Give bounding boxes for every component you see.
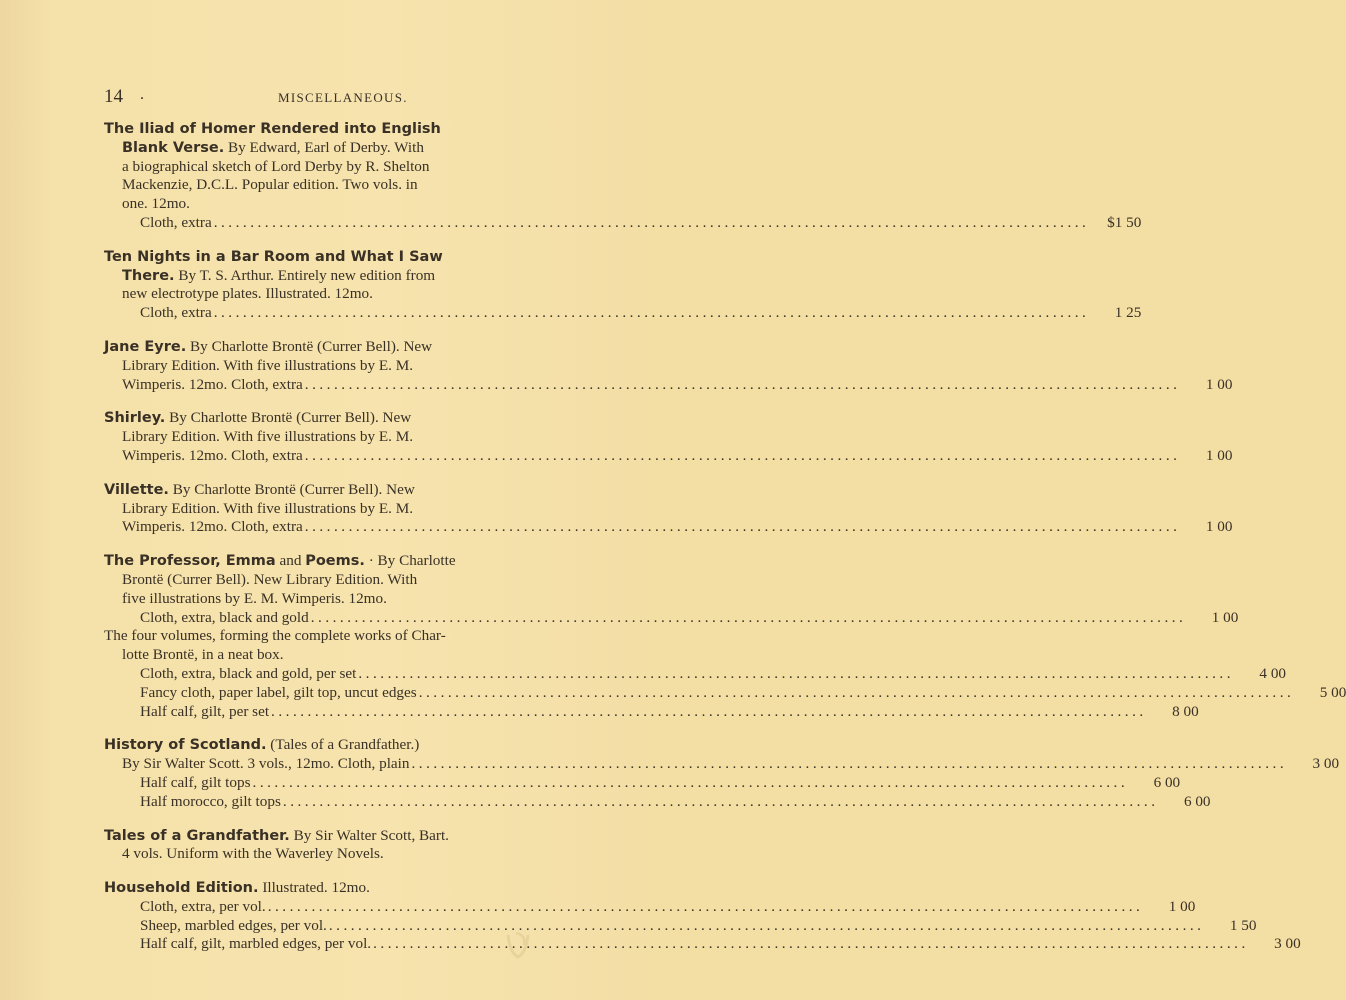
price-row xyxy=(104,446,1233,466)
price-row xyxy=(104,518,1233,537)
dot-leader: ........................................................................................................................ xyxy=(418,683,1295,701)
dot-leader: ........................................................................................................................ xyxy=(271,702,1147,720)
entry-line xyxy=(104,267,516,286)
entry-text: Mackenzie, D.C.L. Popular edition. Two vols. in xyxy=(122,176,418,194)
entry-line xyxy=(104,248,516,267)
binding-label: Half morocco, gilt tops xyxy=(140,792,281,810)
entry-line xyxy=(104,571,516,590)
entry-line xyxy=(104,428,516,447)
entry-text: The four volumes, forming the complete works of Char- xyxy=(104,627,446,645)
catalog-entries xyxy=(104,120,1346,969)
price: 1 00 xyxy=(1211,608,1239,626)
binding-label: Wimperis. 12mo. Cloth, extra xyxy=(122,446,303,464)
price: $1 50 xyxy=(1107,213,1142,231)
entry-text: five illustrations by E. M. Wimperis. 12mo. xyxy=(122,589,387,607)
entry-title: History of Scotland. xyxy=(104,737,267,754)
entry-title: Villette. xyxy=(104,481,169,498)
catalog-entry xyxy=(104,552,1346,721)
running-title: MISCELLANEOUS. xyxy=(278,90,408,105)
entry-text: one. 12mo. xyxy=(122,195,190,213)
entry-title: Poems. xyxy=(305,553,365,570)
entry-text: Brontë (Currer Bell). New Library Edition. With xyxy=(122,570,418,588)
entry-text: By Charlotte Brontë (Currer Bell). New xyxy=(168,480,415,498)
price: 1 25 xyxy=(1114,304,1142,322)
price-row xyxy=(104,702,1199,722)
entry-line xyxy=(104,552,516,571)
entry-title: Shirley. xyxy=(104,410,166,427)
entry-text: · By Charlotte xyxy=(364,552,456,570)
entry-line xyxy=(104,338,516,357)
dot-leader: ........................................................................................................................ xyxy=(213,304,1090,322)
binding-label: Sheep, marbled edges, per vol. xyxy=(140,916,327,934)
price-row xyxy=(104,213,1142,233)
price: 8 00 xyxy=(1172,702,1199,720)
dot-leader: ........................................................................................................................ xyxy=(304,518,1181,536)
catalog-entry xyxy=(104,480,1233,537)
entry-text: Library Edition. With five illustrations by E. M. xyxy=(122,499,414,517)
dot-leader: ........................................................................................................................ xyxy=(373,935,1249,953)
dot-leader: ........................................................................................................................ xyxy=(310,608,1187,626)
entry-line xyxy=(104,357,516,376)
entry-line xyxy=(104,158,516,177)
entry-text: 4 vols. Uniform with the Waverley Novels. xyxy=(122,845,384,863)
price: 1 00 xyxy=(1168,897,1196,915)
entry-line xyxy=(104,590,516,609)
price-row xyxy=(104,608,1239,628)
binding-label: Cloth, extra xyxy=(140,304,212,322)
entry-title: Blank Verse. xyxy=(122,139,225,156)
entry-title: The Professor, Emma xyxy=(104,553,276,570)
dot-leader: ........................................................................................................................ xyxy=(267,897,1144,915)
price: 1 00 xyxy=(1205,518,1233,536)
entry-title: Tales of a Grandfather. xyxy=(104,827,290,844)
entry-line xyxy=(104,481,516,500)
dot-leader: ........................................................................................................................ xyxy=(304,446,1181,464)
catalog-entry xyxy=(104,409,1233,465)
entry-text: Library Edition. With five illustrations by E. M. xyxy=(122,428,414,446)
price: 1 00 xyxy=(1205,375,1233,393)
entry-text: By Charlotte Brontë (Currer Bell). New xyxy=(165,409,412,427)
entry-line xyxy=(104,285,516,304)
binding-label: Cloth, extra xyxy=(140,213,212,231)
binding-label: Cloth, extra, black and gold, per set xyxy=(140,664,357,682)
binding-label: Half calf, gilt, marbled edges, per vol. xyxy=(140,935,372,953)
price-row xyxy=(104,897,1196,917)
price: 1 50 xyxy=(1229,916,1257,934)
price-row xyxy=(104,935,1301,954)
binding-label: Wimperis. 12mo. Cloth, extra xyxy=(122,518,303,536)
price-row xyxy=(104,916,1257,936)
entry-text: Illustrated. 12mo. xyxy=(258,879,370,897)
entry-text: By Sir Walter Scott, Bart. xyxy=(289,826,449,844)
price-row xyxy=(104,664,1286,684)
entry-text: a biographical sketch of Lord Derby by R. Shelton xyxy=(122,157,430,175)
entry-title: Jane Eyre. xyxy=(104,338,187,355)
entry-line xyxy=(104,195,516,214)
binding-label: By Sir Walter Scott. 3 vols., 12mo. Cloth, plain xyxy=(122,755,410,773)
catalog-entry xyxy=(104,879,1301,954)
price-row xyxy=(104,755,1340,774)
entry-line xyxy=(104,409,516,428)
entry-line xyxy=(104,827,516,846)
library-stamp-mark xyxy=(500,925,536,965)
entry-text: By Edward, Earl of Derby. With xyxy=(224,138,424,156)
binding-label: Cloth, extra, black and gold xyxy=(140,608,309,626)
catalog-entry xyxy=(104,736,1340,811)
entry-line xyxy=(104,500,516,519)
entry-text: new electrotype plates. Illustrated. 12mo. xyxy=(122,285,373,303)
entry-line xyxy=(104,736,516,755)
entry-title: Ten Nights in a Bar Room and What I Saw xyxy=(104,248,443,265)
catalog-entry xyxy=(104,827,516,865)
binding-label: Half calf, gilt tops xyxy=(140,773,251,791)
price-row xyxy=(104,683,1346,703)
binding-label: Fancy cloth, paper label, gilt top, uncut edges xyxy=(140,683,417,701)
price: 3 00 xyxy=(1274,935,1301,953)
price-row xyxy=(104,375,1233,395)
entry-line xyxy=(104,627,516,646)
dot-leader: ........................................................................................................................ xyxy=(252,773,1129,791)
entry-text: By Charlotte Brontë (Currer Bell). New xyxy=(186,337,433,355)
dot-leader: ........................................................................................................................ xyxy=(411,755,1288,773)
header-dot: . xyxy=(140,86,144,103)
entry-line xyxy=(104,176,516,195)
price: 4 00 xyxy=(1259,664,1286,682)
entry-line xyxy=(104,646,516,665)
price-row xyxy=(104,792,1211,812)
price: 5 00 xyxy=(1319,683,1346,701)
price-row xyxy=(104,304,1142,323)
entry-text: Library Edition. With five illustrations by E. M. xyxy=(122,356,414,374)
price: 1 00 xyxy=(1205,446,1233,464)
page-header xyxy=(104,86,518,112)
binding-label: Wimperis. 12mo. Cloth, extra xyxy=(122,375,303,393)
price: 3 00 xyxy=(1312,755,1340,773)
price-row xyxy=(104,773,1181,793)
entry-text: (Tales of a Grandfather.) xyxy=(266,736,420,754)
entry-text: By T. S. Arthur. Entirely new edition from xyxy=(174,266,436,284)
entry-text: lotte Brontë, in a neat box. xyxy=(122,646,284,664)
dot-leader: ........................................................................................................................ xyxy=(358,664,1234,682)
entry-line xyxy=(104,120,516,139)
dot-leader: ........................................................................................................................ xyxy=(282,792,1159,810)
page-number: 14 xyxy=(104,86,123,107)
dot-leader: ........................................................................................................................ xyxy=(328,916,1205,934)
entry-text: and xyxy=(275,552,306,570)
entry-line xyxy=(104,845,516,864)
dot-leader: ........................................................................................................................ xyxy=(304,375,1181,393)
price: 6 00 xyxy=(1153,773,1181,791)
entry-line xyxy=(104,879,516,898)
entry-line xyxy=(104,139,516,158)
catalog-entry xyxy=(104,248,1142,323)
catalog-entry xyxy=(104,120,1142,233)
binding-label: Cloth, extra, per vol. xyxy=(140,897,266,915)
catalog-entry xyxy=(104,337,1233,394)
dot-leader: ........................................................................................................................ xyxy=(213,213,1090,231)
binding-label: Half calf, gilt, per set xyxy=(140,702,270,720)
entry-title: Household Edition. xyxy=(104,880,259,897)
price: 6 00 xyxy=(1183,792,1211,810)
entry-title: The Iliad of Homer Rendered into English xyxy=(104,121,441,137)
entry-title: There. xyxy=(122,267,175,284)
